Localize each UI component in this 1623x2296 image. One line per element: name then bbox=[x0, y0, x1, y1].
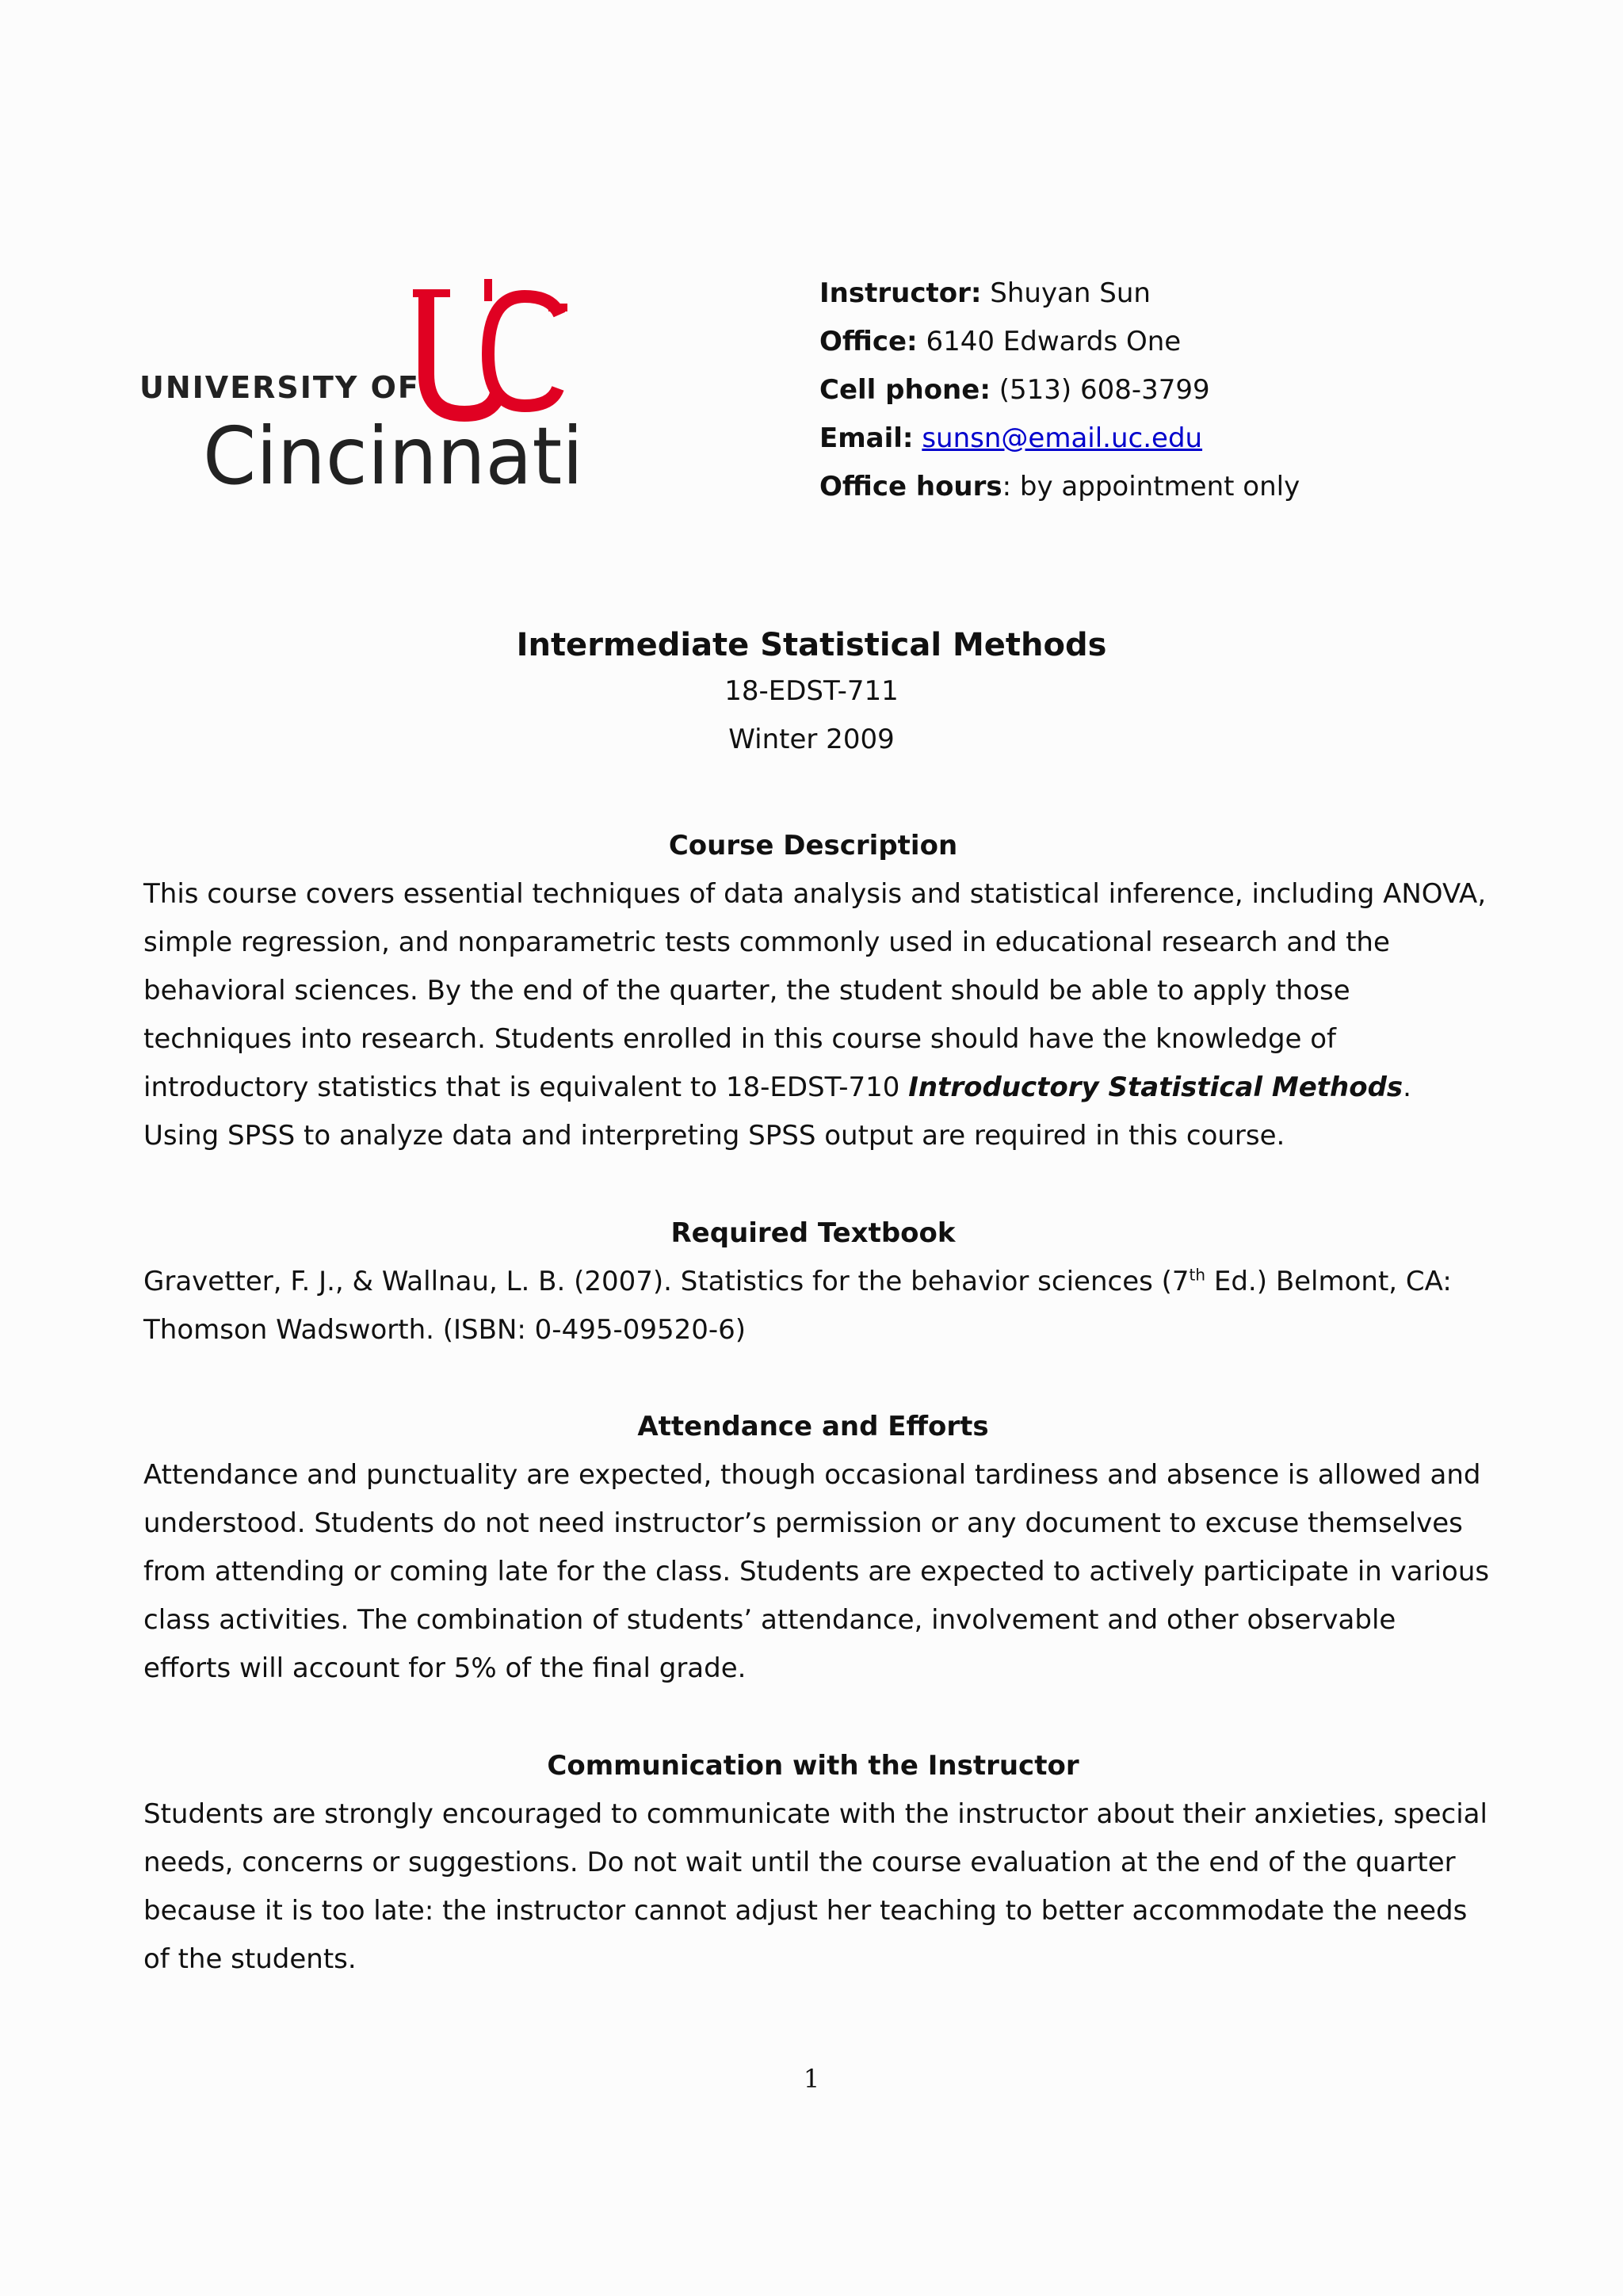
section-heading: Communication with the Instructor bbox=[547, 1750, 1079, 1782]
section-body: Students are strongly encouraged to communicate with the instructor about their anxieties, special needs, concerns or suggestions. Do not wait until the course evaluation at the end of the quarter because it is too late: the instructor cannot adjust her teaching to better accommodate the needs of the students. bbox=[143, 1798, 1487, 1975]
body-text: . Using SPSS to analyze data and interpreting SPSS output are required in this course. bbox=[143, 1072, 1411, 1152]
body-text: Gravetter, F. J., & Wallnau, L. B. (2007). Statistics for the behavior sciences (7 bbox=[143, 1266, 1190, 1297]
office-row bbox=[819, 318, 1300, 366]
section-attendance bbox=[143, 1403, 1491, 1693]
body-text: This course covers essential techniques of data analysis and statistical inference, including ANOVA, simple regression, and nonparametric tests commonly used in educational research and the behavioral sciences. By the end of the quarter, the student should be able to apply those techniques into research. Students enrolled in this course should have the knowledge of introductory statistics that is equivalent to 18-EDST-710 bbox=[143, 878, 1487, 1103]
section-body: Attendance and punctuality are expected, though occasional tardiness and absence is allowed and understood. Students do not need instructor’s permission or any document to excuse themselves from attending or coming late for the class. Students are expected to actively participate in various class activities. The combination of students’ attendance, involvement and other observable efforts will account for 5% of the final grade. bbox=[143, 1459, 1490, 1684]
instructor-label: Instructor: bbox=[819, 277, 982, 309]
course-reference: Introductory Statistical Methods bbox=[908, 1072, 1403, 1103]
email-label: Email: bbox=[819, 422, 914, 454]
course-title: Intermediate Statistical Methods bbox=[516, 627, 1107, 663]
section-body bbox=[143, 870, 1491, 1160]
course-header bbox=[0, 623, 1623, 764]
section-communication bbox=[143, 1742, 1491, 1984]
office-label: Office: bbox=[819, 326, 918, 357]
course-code: 18-EDST-711 bbox=[724, 675, 899, 707]
office-hours-value: : by appointment only bbox=[1002, 471, 1300, 502]
office-hours-label: Office hours bbox=[819, 471, 1002, 502]
cell-phone-row bbox=[819, 366, 1300, 415]
course-term: Winter 2009 bbox=[728, 724, 895, 755]
uc-logo-graphic bbox=[139, 279, 615, 501]
section-heading: Required Textbook bbox=[670, 1217, 956, 1249]
logo-text-cincinnati: Cincinnati bbox=[203, 410, 583, 501]
instructor-name: Shuyan Sun bbox=[981, 277, 1151, 309]
section-heading: Course Description bbox=[668, 830, 958, 861]
page-number: 1 bbox=[803, 2064, 820, 2094]
section-required-textbook bbox=[143, 1209, 1491, 1354]
instructor-contact bbox=[819, 269, 1300, 511]
email-row bbox=[819, 415, 1300, 463]
instructor-row bbox=[819, 269, 1300, 318]
section-course-description bbox=[143, 822, 1491, 1160]
section-body bbox=[143, 1258, 1491, 1354]
office-hours-row bbox=[819, 463, 1300, 511]
office-value: 6140 Edwards One bbox=[917, 326, 1182, 357]
superscript: th bbox=[1189, 1265, 1206, 1285]
university-logo bbox=[139, 279, 615, 501]
email-link[interactable]: sunsn@email.uc.edu bbox=[922, 422, 1203, 454]
body-text: Ed.) Belmont, CA: Thomson Wadsworth. (ISBN: 0-495-09520-6) bbox=[143, 1266, 1452, 1346]
section-heading: Attendance and Efforts bbox=[637, 1411, 989, 1442]
cell-phone-value: (513) 608-3799 bbox=[990, 374, 1210, 406]
logo-text-university-of: UNIVERSITY OF bbox=[139, 370, 420, 405]
cell-phone-label: Cell phone: bbox=[819, 374, 991, 406]
